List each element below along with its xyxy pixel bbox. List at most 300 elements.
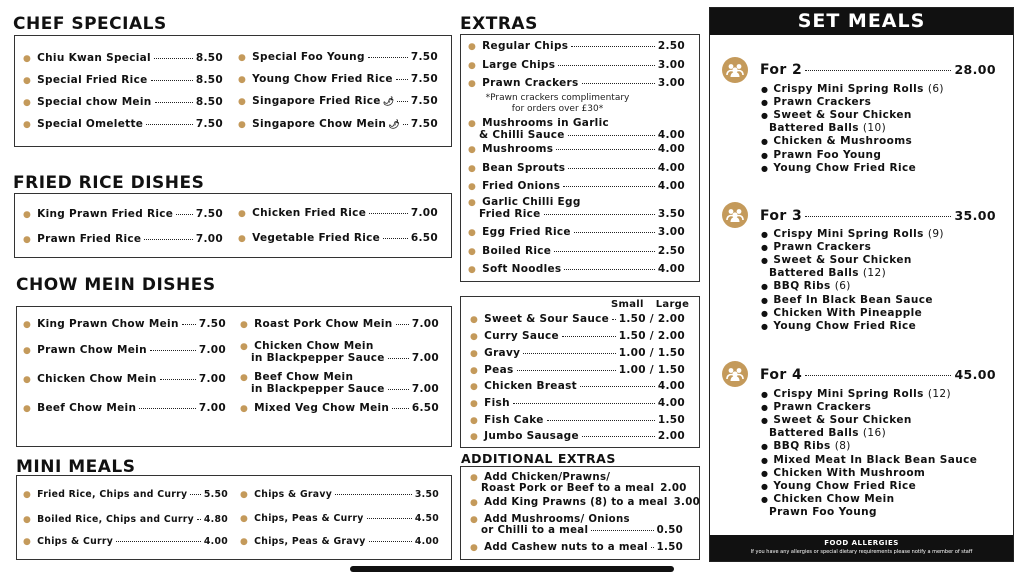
dot-leader [544, 214, 655, 215]
menu-item-row [470, 380, 685, 392]
bullet-icon: ● [238, 120, 247, 130]
menu-item-row [468, 226, 685, 238]
bullet-icon: ● [761, 85, 769, 94]
item-price: 1.50 [657, 414, 685, 426]
item-name: Egg Fried Rice [482, 226, 571, 238]
set-meal-item-qty: (12) [862, 267, 887, 280]
bullet-icon: ● [761, 390, 769, 399]
item-price: 4.00 [657, 129, 685, 141]
set-meal-item [761, 149, 881, 162]
item-name: Singapore Fried Rice [252, 95, 381, 107]
set-meal-item-qty: (6) [927, 83, 944, 95]
menu-item-row [251, 352, 439, 364]
bullet-icon: ● [761, 150, 769, 160]
dot-leader [403, 124, 408, 125]
item-name: Jumbo Sausage [484, 430, 579, 442]
item-name: Special Omelette [37, 118, 144, 130]
item-name: Fried Rice, Chips and Curry [37, 489, 188, 500]
bullet-icon: ● [470, 332, 479, 342]
menu-item-row [470, 347, 685, 359]
bullet-icon: ● [470, 382, 479, 392]
set-meal-label: For 3 [760, 208, 803, 224]
bullet-icon: ● [240, 490, 249, 500]
item-price: 1.00 / 1.50 [618, 347, 685, 359]
item-price: 4.00 [657, 380, 685, 392]
set-meal-header [760, 367, 996, 383]
set-meal-item-text: Young Chow Fried Rice [773, 479, 917, 492]
menu-item-row [470, 414, 685, 426]
set-meal-item [761, 440, 851, 453]
item-price: 4.80 [203, 514, 228, 525]
bullet-icon: ● [240, 537, 249, 547]
item-price: 2.50 [657, 40, 685, 52]
menu-item-row [470, 397, 685, 409]
item-name-line1: Add Chicken/Prawns/ [484, 472, 611, 483]
dot-leader [176, 214, 193, 215]
set-meal-item-text: Crispy Mini Spring Rolls [773, 228, 924, 240]
item-price: 7.00 [195, 233, 223, 245]
bullet-icon: ● [23, 375, 32, 385]
dot-leader [568, 135, 655, 136]
set-meal-item-text: Crispy Mini Spring Rolls [773, 388, 924, 400]
set-meal-item [761, 109, 912, 122]
item-price: 4.00 [657, 143, 685, 155]
item-price: 7.00 [198, 344, 226, 356]
menu-item-row [23, 536, 228, 547]
item-price: 3.50 [657, 208, 685, 220]
menu-item-row [468, 162, 685, 174]
dot-leader [160, 379, 196, 380]
dot-leader [368, 57, 408, 58]
dot-leader [154, 58, 193, 59]
bullet-icon: ● [468, 265, 477, 275]
bullet-icon: ● [238, 97, 247, 107]
dot-leader [197, 519, 201, 520]
dot-leader [151, 80, 193, 81]
bullet-icon: ● [761, 494, 769, 504]
item-price: 8.50 [195, 96, 223, 108]
menu-item-row [468, 59, 685, 71]
menu-item-row [470, 497, 701, 508]
set-meal-item [769, 506, 877, 519]
item-price: 4.00 [203, 536, 228, 547]
dot-leader [651, 547, 654, 548]
bullet-icon: ● [240, 342, 249, 352]
set-meal-item-text: BBQ Ribs [773, 440, 831, 453]
item-price: 4.00 [657, 397, 685, 409]
bullet-icon: ● [23, 98, 32, 108]
item-name-line2: Fried Rice [479, 208, 541, 220]
set-meal-item-text: Prawn Crackers [773, 241, 872, 254]
set-meal-item [761, 320, 916, 333]
bullet-icon: ● [761, 481, 769, 491]
item-price: 2.00 [657, 430, 685, 442]
dot-leader [369, 213, 408, 214]
item-name: Fried Onions [482, 180, 561, 192]
allergy-title: FOOD ALLERGIES [824, 539, 899, 547]
dot-leader [554, 251, 655, 252]
set-meal-item [761, 414, 912, 427]
bullet-icon: ● [468, 164, 477, 174]
bullet-icon: ● [761, 256, 769, 266]
item-name: Add King Prawns (8) to a meal [484, 497, 668, 508]
item-price: 3.50 [414, 489, 439, 500]
bullet-icon: ● [468, 228, 477, 238]
set-meal-header [760, 62, 996, 78]
menu-item-row [238, 232, 438, 244]
item-price: 2.00 [660, 483, 687, 494]
dot-leader [155, 102, 193, 103]
set-meal-price: 28.00 [954, 62, 996, 77]
item-name: Mushrooms [482, 143, 554, 155]
bullet-icon: ● [23, 490, 32, 500]
menu-item-row [479, 208, 685, 220]
item-price: 7.00 [411, 352, 439, 364]
item-name: Chicken Breast [484, 380, 577, 392]
bullet-icon: ● [23, 346, 32, 356]
fried-rice-box [14, 193, 452, 258]
menu-item-row [23, 344, 226, 356]
bullet-icon: ● [761, 243, 769, 253]
item-name: Young Chow Fried Rice [252, 73, 393, 85]
menu-item-row [470, 430, 685, 442]
item-name: Chiu Kwan Special [37, 52, 151, 64]
item-name: Fish [484, 397, 510, 409]
bullet-icon: ● [470, 432, 479, 442]
menu-item-row [240, 536, 439, 547]
bullet-icon: ● [761, 295, 769, 305]
people-icon [722, 361, 748, 387]
set-meal-item [761, 83, 944, 96]
item-price: 7.50 [410, 51, 438, 63]
set-meal-item-qty: (10) [862, 122, 887, 135]
dot-leader [392, 408, 409, 409]
bullet-icon: ● [240, 404, 249, 414]
dot-leader [116, 541, 201, 542]
menu-item-row [23, 52, 223, 64]
set-meal-item [761, 388, 951, 401]
bullet-icon: ● [470, 349, 479, 359]
item-name: Boiled Rice, Chips and Curry [37, 514, 195, 525]
item-price: 4.00 [657, 180, 685, 192]
item-name: Peas [484, 364, 514, 376]
size-large-label: Large [655, 299, 690, 310]
set-meal-item-text: Sweet & Sour Chicken [773, 109, 912, 122]
set-meal-item-text: Battered Balls [769, 267, 859, 280]
dot-leader [182, 324, 196, 325]
set-meal-item-qty: (6) [834, 280, 851, 293]
dot-leader [558, 65, 655, 66]
bullet-icon: ● [23, 235, 32, 245]
item-price: 7.00 [198, 402, 226, 414]
item-price: 3.00 [657, 59, 685, 71]
item-price: 4.00 [414, 536, 439, 547]
set-meal-item-text: Chicken With Pineapple [773, 306, 923, 319]
set-meal-item [769, 427, 886, 440]
allergy-text: If you have any allergies or special dietary requirements please notify a member of staff [750, 549, 973, 555]
item-name: Chips & Gravy [254, 489, 333, 500]
additional-extras-title: ADDITIONAL EXTRAS [461, 451, 616, 466]
set-meal-item-text: Chicken With Mushroom [773, 466, 926, 479]
dot-leader [369, 541, 412, 542]
set-meal-item [761, 162, 916, 175]
item-name: Soft Noodles [482, 263, 562, 275]
set-meal-item-text: Chicken Chow Mein [773, 492, 895, 505]
item-name: Singapore Chow Mein [252, 118, 387, 130]
bullet-icon: ● [23, 120, 32, 130]
food-allergies-footer [710, 535, 1013, 561]
bullet-icon: ● [470, 416, 479, 426]
dot-leader [146, 124, 193, 125]
item-name-line1: Chicken Chow Mein [254, 340, 374, 352]
extras-title: EXTRAS [460, 14, 538, 34]
bullet-icon: ● [761, 416, 769, 426]
bullet-icon: ● [470, 366, 479, 376]
menu-item-row [470, 542, 683, 553]
set-meal-item [761, 294, 933, 307]
bullet-icon: ● [23, 537, 32, 547]
set-meal-item [769, 122, 886, 135]
item-price: 1.50 / 2.00 [618, 313, 685, 325]
menu-item-row [23, 96, 223, 108]
note-line1: *Prawn crackers complimentary [485, 93, 630, 103]
dot-leader [562, 336, 616, 337]
set-meal-item [761, 228, 944, 241]
set-meal-item [761, 467, 925, 480]
dot-leader [383, 238, 408, 239]
dot-leader [335, 494, 412, 495]
item-price: 7.00 [411, 318, 439, 330]
menu-item-row [470, 364, 685, 376]
item-name-line2: Roast Pork or Beef to a meal [481, 483, 655, 494]
menu-item-row [23, 318, 226, 330]
set-meal-item-text: Sweet & Sour Chicken [773, 254, 912, 267]
item-name: Regular Chips [482, 40, 569, 52]
bullet-icon: ● [238, 234, 247, 244]
bullet-icon: ● [761, 230, 769, 239]
menu-item-row [468, 77, 685, 89]
set-meals-title: SET MEALS [710, 8, 1013, 35]
menu-item-row [468, 40, 685, 52]
item-name: Fish Cake [484, 414, 544, 426]
set-meal-item [761, 401, 871, 414]
item-price: 6.50 [410, 232, 438, 244]
bullet-icon: ● [23, 404, 32, 414]
people-icon [722, 57, 748, 83]
dot-leader [517, 370, 616, 371]
bullet-icon: ● [761, 111, 769, 121]
item-price: 7.50 [195, 208, 223, 220]
bullet-icon: ● [761, 442, 769, 452]
bullet-icon: ● [468, 42, 477, 52]
bullet-icon: ● [23, 320, 32, 330]
item-name: Chips, Peas & Gravy [254, 536, 366, 547]
bullet-icon: ● [761, 468, 769, 478]
item-name: Add Cashew nuts to a meal [484, 542, 648, 553]
dot-leader [805, 375, 951, 376]
set-meal-item-qty: (16) [862, 427, 887, 440]
item-name: Roast Pork Chow Mein [254, 318, 393, 330]
item-name: Large Chips [482, 59, 556, 71]
chow-mein-title: CHOW MEIN DISHES [16, 275, 216, 295]
bullet-icon: ● [23, 76, 32, 86]
set-meal-item [761, 254, 912, 267]
item-name: Boiled Rice [482, 245, 552, 257]
item-name: Prawn Fried Rice [37, 233, 142, 245]
item-name: Vegetable Fried Rice [252, 232, 381, 244]
menu-item-row [23, 402, 226, 414]
set-meal-item-text: Chicken & Mushrooms [773, 135, 913, 148]
bullet-icon: ● [470, 498, 479, 508]
note-line2: for orders over £30* [511, 104, 604, 114]
item-price: 4.00 [657, 263, 685, 275]
bullet-icon: ● [238, 75, 247, 85]
menu-item-row [470, 330, 685, 342]
bullet-icon: ● [761, 137, 769, 147]
dot-leader [397, 101, 407, 102]
bullet-icon: ● [761, 308, 769, 318]
dot-leader [150, 350, 196, 351]
set-meal-item-text: Young Chow Fried Rice [773, 319, 917, 332]
menu-item-row [238, 51, 438, 63]
item-price: 4.50 [414, 513, 439, 524]
item-name: King Prawn Chow Mein [37, 318, 179, 330]
bullet-icon: ● [470, 473, 479, 483]
menu-item-row [240, 318, 439, 330]
dot-leader [805, 70, 951, 71]
item-price: 0.50 [656, 525, 683, 536]
item-price: 8.50 [195, 74, 223, 86]
item-name: Chicken Fried Rice [252, 207, 367, 219]
dot-leader [805, 216, 951, 217]
item-price: 3.00 [673, 497, 701, 508]
bullet-icon: ● [23, 210, 32, 220]
set-meal-item [761, 307, 922, 320]
item-name-line2: in Blackpepper Sauce [251, 383, 385, 395]
dot-leader [547, 420, 655, 421]
item-name: Gravy [484, 347, 521, 359]
item-name-line1: Beef Chow Mein [254, 371, 354, 383]
dot-leader [612, 319, 616, 320]
item-name: Bean Sprouts [482, 162, 566, 174]
menu-item-row [23, 233, 223, 245]
bullet-icon: ● [468, 145, 477, 155]
set-meal-item [761, 241, 871, 254]
dot-leader [564, 269, 654, 270]
menu-item-row [23, 373, 226, 385]
bullet-icon: ● [761, 403, 769, 413]
menu-item-row [23, 118, 223, 130]
bullet-icon: ● [470, 543, 479, 553]
size-header [611, 299, 689, 310]
bullet-icon: ● [240, 320, 249, 330]
bullet-icon: ● [23, 515, 32, 525]
item-name: Special Foo Young [252, 51, 365, 63]
menu-item-row [479, 129, 685, 141]
fried-rice-title: FRIED RICE DISHES [13, 173, 205, 193]
set-meal-item-text: Prawn Crackers [773, 401, 872, 414]
bullet-icon: ● [468, 119, 477, 129]
chef-specials-title: CHEF SPECIALS [13, 14, 167, 34]
menu-item-row [481, 483, 687, 494]
set-meal-item-text: Battered Balls [769, 122, 859, 135]
item-name-line1: Garlic Chilli Egg [482, 196, 581, 208]
size-small-label: Small [611, 299, 644, 310]
bullet-icon: ● [238, 53, 247, 63]
dot-leader [556, 149, 655, 150]
menu-item-row [470, 313, 685, 325]
set-meal-label: For 2 [760, 62, 803, 78]
item-name: Chips, Peas & Curry [254, 513, 364, 524]
menu-item-row [251, 383, 439, 395]
dot-leader [396, 79, 408, 80]
bullet-icon: ● [470, 315, 479, 325]
menu-item-row [23, 74, 223, 86]
menu-item-row [468, 263, 685, 275]
mini-meals-title: MINI MEALS [16, 457, 136, 477]
menu-item-row [240, 402, 439, 414]
item-name: Prawn Crackers [482, 77, 579, 89]
bullet-icon: ● [468, 198, 477, 208]
set-meal-item [761, 493, 895, 506]
dot-leader [190, 494, 200, 495]
set-meal-item [761, 135, 912, 148]
item-name: Chicken Chow Mein [37, 373, 157, 385]
menu-item-row [23, 514, 228, 525]
prawn-crackers-note [470, 93, 645, 115]
dot-leader [568, 168, 655, 169]
menu-item-row [238, 95, 438, 107]
bullet-icon: ● [468, 61, 477, 71]
bullet-icon: ● [468, 182, 477, 192]
item-name: Special chow Mein [37, 96, 152, 108]
dot-leader [582, 83, 655, 84]
set-meal-item [761, 96, 871, 109]
set-meal-header [760, 208, 996, 224]
bullet-icon: ● [761, 321, 769, 331]
dot-leader [139, 408, 196, 409]
item-price: 1.00 / 1.50 [618, 364, 685, 376]
item-price: 3.00 [657, 77, 685, 89]
bullet-icon: ● [240, 514, 249, 524]
menu-item-row [481, 525, 683, 536]
set-meal-item-text: Crispy Mini Spring Rolls [773, 83, 924, 95]
menu-item-row [240, 489, 439, 500]
menu-item-row [238, 118, 438, 130]
set-meal-item-text: Sweet & Sour Chicken [773, 414, 912, 427]
item-name: Special Fried Rice [37, 74, 148, 86]
item-name-line2: in Blackpepper Sauce [251, 352, 385, 364]
menu-item-row [238, 207, 438, 219]
dot-leader [582, 436, 655, 437]
item-price: 7.50 [195, 118, 223, 130]
menu-item-row [23, 489, 228, 500]
bullet-icon: ● [240, 373, 249, 383]
set-meal-item-text: BBQ Ribs [773, 280, 831, 293]
bullet-icon: ● [23, 54, 32, 64]
item-name: Prawn Chow Mein [37, 344, 147, 356]
item-price: 3.00 [657, 226, 685, 238]
set-meal-item [761, 454, 977, 467]
item-price: 2.50 [657, 245, 685, 257]
scrollbar[interactable] [350, 566, 674, 572]
dot-leader [574, 232, 655, 233]
menu-item-row [468, 245, 685, 257]
item-name: Curry Sauce [484, 330, 559, 342]
set-meal-item-text: Mixed Meat In Black Bean Sauce [773, 453, 978, 466]
item-price: 5.50 [203, 489, 228, 500]
item-name: Mixed Veg Chow Mein [254, 402, 390, 414]
